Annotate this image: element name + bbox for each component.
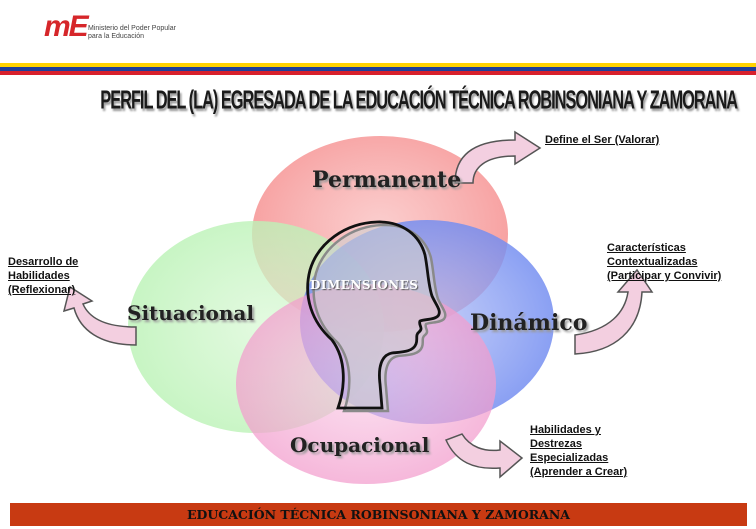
label-permanente: Permanente (312, 167, 462, 193)
note-situacional-line: (Reflexionar) (8, 284, 76, 296)
note-permanente (545, 133, 659, 147)
note-ocupacional-line: Habilidades y (530, 424, 601, 436)
note-situacional-line: Habilidades (8, 270, 70, 282)
arrow-ocupacional-icon (446, 434, 522, 477)
note-dinamico-line: (Participar y Convivir) (607, 270, 722, 282)
note-dinamico-line: Contextualizadas (607, 256, 698, 268)
footer-text: EDUCACIÓN TÉCNICA ROBINSONIANA Y ZAMORANA (187, 507, 570, 522)
logo-caption-line1: Ministerio del Poder Popular (88, 25, 176, 32)
note-situacional-line: Desarrollo de (8, 256, 79, 268)
note-dinamico-line: Características (607, 242, 686, 254)
note-ocupacional-line: Destrezas (530, 438, 582, 450)
label-ocupacional: Ocupacional (290, 433, 430, 457)
label-dinamico: Dinámico (470, 310, 588, 336)
footer-bar (10, 503, 747, 526)
label-situacional: Situacional (127, 301, 254, 325)
note-ocupacional-line: (Aprender a Crear) (530, 466, 628, 478)
note-ocupacional (530, 423, 627, 479)
slide-title: PERFIL DEL (LA) EGRESADA DE LA EDUCACIÓN TÉCNICA ROBINSONIANA Y ZAMORANA (100, 86, 738, 115)
logo-mark: mE (44, 10, 87, 43)
note-dinamico (607, 241, 721, 283)
note-ocupacional-line: Especializadas (530, 452, 609, 464)
arrow-permanente-icon (455, 132, 540, 183)
center-label: DIMENSIONES (310, 278, 419, 292)
note-situacional (8, 255, 78, 297)
note-permanente-line: Define el Ser (Valorar) (545, 134, 660, 146)
logo-caption-line2: para la Educación (88, 33, 145, 40)
